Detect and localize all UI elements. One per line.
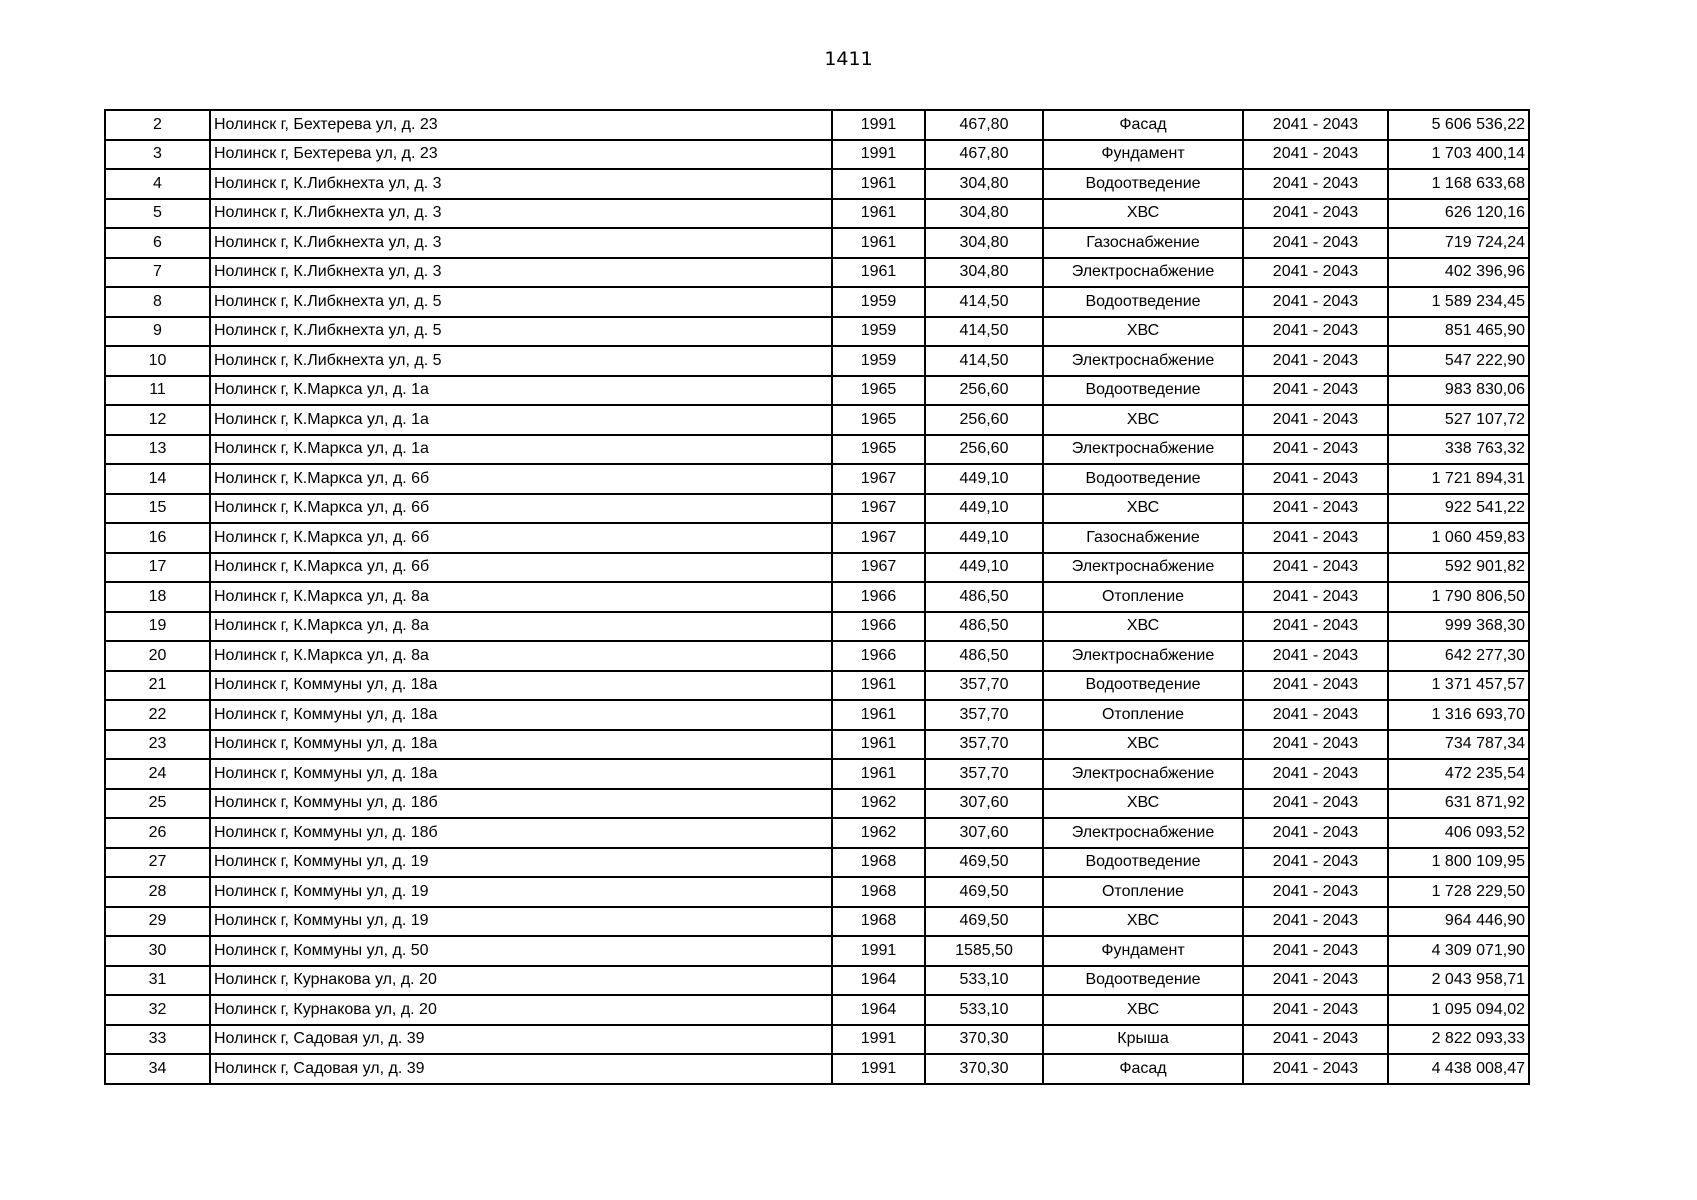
area-cell: 256,60 [925, 376, 1043, 406]
period-cell: 2041 - 2043 [1243, 346, 1388, 376]
work-type-cell: Фундамент [1043, 140, 1243, 170]
area-cell: 449,10 [925, 494, 1043, 524]
table-row [105, 317, 1529, 347]
period-cell: 2041 - 2043 [1243, 523, 1388, 553]
table-row [105, 523, 1529, 553]
area-cell: 486,50 [925, 641, 1043, 671]
year-cell: 1966 [832, 582, 925, 612]
address-cell: Нолинск г, К.Либкнехта ул, д. 3 [210, 258, 832, 288]
area-cell: 469,50 [925, 848, 1043, 878]
table-row [105, 494, 1529, 524]
year-cell: 1962 [832, 818, 925, 848]
area-cell: 486,50 [925, 612, 1043, 642]
area-cell: 467,80 [925, 140, 1043, 170]
cost-cell: 402 396,96 [1388, 258, 1529, 288]
work-type-cell: ХВС [1043, 199, 1243, 229]
table-row [105, 789, 1529, 819]
table-row [105, 759, 1529, 789]
period-cell: 2041 - 2043 [1243, 612, 1388, 642]
table-row [105, 936, 1529, 966]
row-number: 30 [105, 936, 210, 966]
table-row [105, 700, 1529, 730]
address-cell: Нолинск г, К.Маркса ул, д. 6б [210, 553, 832, 583]
cost-cell: 1 589 234,45 [1388, 287, 1529, 317]
row-number: 21 [105, 671, 210, 701]
row-number: 29 [105, 907, 210, 937]
cost-cell: 626 120,16 [1388, 199, 1529, 229]
address-cell: Нолинск г, Коммуны ул, д. 18а [210, 700, 832, 730]
row-number: 17 [105, 553, 210, 583]
period-cell: 2041 - 2043 [1243, 435, 1388, 465]
address-cell: Нолинск г, К.Маркса ул, д. 6б [210, 464, 832, 494]
row-number: 20 [105, 641, 210, 671]
cost-cell: 999 368,30 [1388, 612, 1529, 642]
cost-cell: 472 235,54 [1388, 759, 1529, 789]
cost-cell: 2 822 093,33 [1388, 1025, 1529, 1055]
row-number: 2 [105, 110, 210, 140]
work-type-cell: ХВС [1043, 907, 1243, 937]
table-row [105, 169, 1529, 199]
area-cell: 307,60 [925, 789, 1043, 819]
address-cell: Нолинск г, К.Маркса ул, д. 1а [210, 435, 832, 465]
area-cell: 256,60 [925, 405, 1043, 435]
row-number: 7 [105, 258, 210, 288]
period-cell: 2041 - 2043 [1243, 641, 1388, 671]
row-number: 18 [105, 582, 210, 612]
period-cell: 2041 - 2043 [1243, 582, 1388, 612]
address-cell: Нолинск г, К.Либкнехта ул, д. 3 [210, 228, 832, 258]
table-row [105, 730, 1529, 760]
year-cell: 1961 [832, 169, 925, 199]
period-cell: 2041 - 2043 [1243, 671, 1388, 701]
area-cell: 307,60 [925, 818, 1043, 848]
work-type-cell: Отопление [1043, 582, 1243, 612]
area-cell: 304,80 [925, 199, 1043, 229]
period-cell: 2041 - 2043 [1243, 553, 1388, 583]
cost-cell: 1 703 400,14 [1388, 140, 1529, 170]
period-cell: 2041 - 2043 [1243, 110, 1388, 140]
year-cell: 1959 [832, 317, 925, 347]
cost-cell: 1 060 459,83 [1388, 523, 1529, 553]
table-row [105, 966, 1529, 996]
cost-cell: 1 800 109,95 [1388, 848, 1529, 878]
area-cell: 469,50 [925, 907, 1043, 937]
work-type-cell: Электроснабжение [1043, 346, 1243, 376]
cost-cell: 1 728 229,50 [1388, 877, 1529, 907]
work-type-cell: Фундамент [1043, 936, 1243, 966]
cost-cell: 4 309 071,90 [1388, 936, 1529, 966]
cost-cell: 547 222,90 [1388, 346, 1529, 376]
address-cell: Нолинск г, Коммуны ул, д. 18б [210, 818, 832, 848]
year-cell: 1959 [832, 287, 925, 317]
cost-cell: 338 763,32 [1388, 435, 1529, 465]
year-cell: 1968 [832, 907, 925, 937]
row-number: 16 [105, 523, 210, 553]
year-cell: 1966 [832, 641, 925, 671]
area-cell: 304,80 [925, 258, 1043, 288]
work-type-cell: Электроснабжение [1043, 759, 1243, 789]
period-cell: 2041 - 2043 [1243, 936, 1388, 966]
period-cell: 2041 - 2043 [1243, 818, 1388, 848]
year-cell: 1961 [832, 258, 925, 288]
period-cell: 2041 - 2043 [1243, 1054, 1388, 1084]
work-type-cell: Водоотведение [1043, 848, 1243, 878]
year-cell: 1991 [832, 140, 925, 170]
period-cell: 2041 - 2043 [1243, 995, 1388, 1025]
address-cell: Нолинск г, Коммуны ул, д. 18а [210, 671, 832, 701]
address-cell: Нолинск г, Коммуны ул, д. 19 [210, 848, 832, 878]
year-cell: 1961 [832, 199, 925, 229]
work-type-cell: Водоотведение [1043, 464, 1243, 494]
row-number: 8 [105, 287, 210, 317]
year-cell: 1991 [832, 936, 925, 966]
area-cell: 486,50 [925, 582, 1043, 612]
table-row [105, 110, 1529, 140]
cost-cell: 1 316 693,70 [1388, 700, 1529, 730]
address-cell: Нолинск г, К.Маркса ул, д. 6б [210, 523, 832, 553]
area-cell: 449,10 [925, 553, 1043, 583]
work-type-cell: Водоотведение [1043, 287, 1243, 317]
table-row [105, 877, 1529, 907]
address-cell: Нолинск г, Коммуны ул, д. 18а [210, 759, 832, 789]
period-cell: 2041 - 2043 [1243, 759, 1388, 789]
cost-cell: 964 446,90 [1388, 907, 1529, 937]
area-cell: 449,10 [925, 523, 1043, 553]
work-type-cell: ХВС [1043, 995, 1243, 1025]
year-cell: 1968 [832, 877, 925, 907]
year-cell: 1962 [832, 789, 925, 819]
work-type-cell: Электроснабжение [1043, 435, 1243, 465]
address-cell: Нолинск г, Курнакова ул, д. 20 [210, 995, 832, 1025]
cost-cell: 2 043 958,71 [1388, 966, 1529, 996]
work-type-cell: ХВС [1043, 789, 1243, 819]
address-cell: Нолинск г, Коммуны ул, д. 19 [210, 877, 832, 907]
address-cell: Нолинск г, К.Маркса ул, д. 8а [210, 582, 832, 612]
row-number: 32 [105, 995, 210, 1025]
row-number: 6 [105, 228, 210, 258]
year-cell: 1967 [832, 494, 925, 524]
address-cell: Нолинск г, Коммуны ул, д. 18а [210, 730, 832, 760]
area-cell: 357,70 [925, 759, 1043, 789]
row-number: 12 [105, 405, 210, 435]
cost-cell: 4 438 008,47 [1388, 1054, 1529, 1084]
area-cell: 357,70 [925, 700, 1043, 730]
address-cell: Нолинск г, К.Либкнехта ул, д. 5 [210, 317, 832, 347]
period-cell: 2041 - 2043 [1243, 789, 1388, 819]
cost-cell: 851 465,90 [1388, 317, 1529, 347]
area-cell: 449,10 [925, 464, 1043, 494]
table-row [105, 1054, 1529, 1084]
year-cell: 1964 [832, 966, 925, 996]
cost-cell: 1 095 094,02 [1388, 995, 1529, 1025]
cost-cell: 719 724,24 [1388, 228, 1529, 258]
cost-cell: 406 093,52 [1388, 818, 1529, 848]
table-body [105, 110, 1529, 1084]
period-cell: 2041 - 2043 [1243, 199, 1388, 229]
address-cell: Нолинск г, Коммуны ул, д. 18б [210, 789, 832, 819]
work-type-cell: Электроснабжение [1043, 553, 1243, 583]
address-cell: Нолинск г, Курнакова ул, д. 20 [210, 966, 832, 996]
row-number: 9 [105, 317, 210, 347]
address-cell: Нолинск г, К.Либкнехта ул, д. 5 [210, 287, 832, 317]
row-number: 31 [105, 966, 210, 996]
work-type-cell: ХВС [1043, 494, 1243, 524]
address-cell: Нолинск г, К.Маркса ул, д. 6б [210, 494, 832, 524]
cost-cell: 527 107,72 [1388, 405, 1529, 435]
cost-cell: 1 371 457,57 [1388, 671, 1529, 701]
year-cell: 1961 [832, 700, 925, 730]
row-number: 19 [105, 612, 210, 642]
row-number: 33 [105, 1025, 210, 1055]
period-cell: 2041 - 2043 [1243, 966, 1388, 996]
year-cell: 1961 [832, 759, 925, 789]
period-cell: 2041 - 2043 [1243, 317, 1388, 347]
work-type-cell: Газоснабжение [1043, 523, 1243, 553]
cost-cell: 1 721 894,31 [1388, 464, 1529, 494]
address-cell: Нолинск г, К.Маркса ул, д. 1а [210, 405, 832, 435]
year-cell: 1961 [832, 671, 925, 701]
area-cell: 533,10 [925, 995, 1043, 1025]
period-cell: 2041 - 2043 [1243, 494, 1388, 524]
work-type-cell: Отопление [1043, 700, 1243, 730]
period-cell: 2041 - 2043 [1243, 700, 1388, 730]
year-cell: 1991 [832, 110, 925, 140]
year-cell: 1961 [832, 228, 925, 258]
area-cell: 370,30 [925, 1054, 1043, 1084]
period-cell: 2041 - 2043 [1243, 848, 1388, 878]
row-number: 34 [105, 1054, 210, 1084]
cost-cell: 631 871,92 [1388, 789, 1529, 819]
address-cell: Нолинск г, К.Маркса ул, д. 8а [210, 641, 832, 671]
address-cell: Нолинск г, К.Либкнехта ул, д. 3 [210, 199, 832, 229]
page-number: 1411 [824, 48, 873, 70]
period-cell: 2041 - 2043 [1243, 1025, 1388, 1055]
row-number: 10 [105, 346, 210, 376]
period-cell: 2041 - 2043 [1243, 169, 1388, 199]
table-row [105, 612, 1529, 642]
table-row [105, 848, 1529, 878]
work-type-cell: Фасад [1043, 1054, 1243, 1084]
area-cell: 467,80 [925, 110, 1043, 140]
period-cell: 2041 - 2043 [1243, 376, 1388, 406]
period-cell: 2041 - 2043 [1243, 730, 1388, 760]
work-type-cell: Электроснабжение [1043, 818, 1243, 848]
cost-cell: 642 277,30 [1388, 641, 1529, 671]
address-cell: Нолинск г, К.Либкнехта ул, д. 5 [210, 346, 832, 376]
table-row [105, 641, 1529, 671]
period-cell: 2041 - 2043 [1243, 464, 1388, 494]
table-row [105, 346, 1529, 376]
address-cell: Нолинск г, Бехтерева ул, д. 23 [210, 140, 832, 170]
address-cell: Нолинск г, К.Маркса ул, д. 1а [210, 376, 832, 406]
work-type-cell: ХВС [1043, 317, 1243, 347]
cost-cell: 734 787,34 [1388, 730, 1529, 760]
work-type-cell: Крыша [1043, 1025, 1243, 1055]
table-row [105, 671, 1529, 701]
cost-cell: 1 790 806,50 [1388, 582, 1529, 612]
repair-schedule-table [104, 109, 1530, 1085]
table-row [105, 140, 1529, 170]
row-number: 5 [105, 199, 210, 229]
year-cell: 1964 [832, 995, 925, 1025]
year-cell: 1991 [832, 1054, 925, 1084]
period-cell: 2041 - 2043 [1243, 228, 1388, 258]
area-cell: 304,80 [925, 169, 1043, 199]
address-cell: Нолинск г, К.Маркса ул, д. 8а [210, 612, 832, 642]
table-row [105, 582, 1529, 612]
period-cell: 2041 - 2043 [1243, 877, 1388, 907]
area-cell: 256,60 [925, 435, 1043, 465]
period-cell: 2041 - 2043 [1243, 140, 1388, 170]
row-number: 22 [105, 700, 210, 730]
row-number: 15 [105, 494, 210, 524]
table-row [105, 1025, 1529, 1055]
table-row [105, 228, 1529, 258]
year-cell: 1968 [832, 848, 925, 878]
row-number: 14 [105, 464, 210, 494]
work-type-cell: Водоотведение [1043, 376, 1243, 406]
area-cell: 533,10 [925, 966, 1043, 996]
cost-cell: 592 901,82 [1388, 553, 1529, 583]
year-cell: 1967 [832, 553, 925, 583]
area-cell: 357,70 [925, 671, 1043, 701]
address-cell: Нолинск г, Коммуны ул, д. 19 [210, 907, 832, 937]
row-number: 27 [105, 848, 210, 878]
row-number: 11 [105, 376, 210, 406]
year-cell: 1991 [832, 1025, 925, 1055]
period-cell: 2041 - 2043 [1243, 405, 1388, 435]
table-row [105, 464, 1529, 494]
row-number: 28 [105, 877, 210, 907]
table-row [105, 199, 1529, 229]
year-cell: 1966 [832, 612, 925, 642]
work-type-cell: ХВС [1043, 730, 1243, 760]
work-type-cell: Водоотведение [1043, 966, 1243, 996]
address-cell: Нолинск г, К.Либкнехта ул, д. 3 [210, 169, 832, 199]
table-row [105, 258, 1529, 288]
table-row [105, 376, 1529, 406]
row-number: 13 [105, 435, 210, 465]
cost-cell: 922 541,22 [1388, 494, 1529, 524]
table-row [105, 553, 1529, 583]
address-cell: Нолинск г, Коммуны ул, д. 50 [210, 936, 832, 966]
table-row [105, 995, 1529, 1025]
work-type-cell: ХВС [1043, 612, 1243, 642]
table-row [105, 405, 1529, 435]
work-type-cell: Водоотведение [1043, 169, 1243, 199]
area-cell: 370,30 [925, 1025, 1043, 1055]
area-cell: 414,50 [925, 346, 1043, 376]
work-type-cell: Фасад [1043, 110, 1243, 140]
year-cell: 1965 [832, 376, 925, 406]
year-cell: 1967 [832, 464, 925, 494]
area-cell: 469,50 [925, 877, 1043, 907]
table-row [105, 818, 1529, 848]
year-cell: 1959 [832, 346, 925, 376]
area-cell: 1585,50 [925, 936, 1043, 966]
year-cell: 1967 [832, 523, 925, 553]
area-cell: 357,70 [925, 730, 1043, 760]
row-number: 4 [105, 169, 210, 199]
table-row [105, 907, 1529, 937]
cost-cell: 5 606 536,22 [1388, 110, 1529, 140]
address-cell: Нолинск г, Садовая ул, д. 39 [210, 1025, 832, 1055]
period-cell: 2041 - 2043 [1243, 258, 1388, 288]
row-number: 23 [105, 730, 210, 760]
address-cell: Нолинск г, Садовая ул, д. 39 [210, 1054, 832, 1084]
row-number: 24 [105, 759, 210, 789]
period-cell: 2041 - 2043 [1243, 907, 1388, 937]
work-type-cell: Отопление [1043, 877, 1243, 907]
area-cell: 414,50 [925, 317, 1043, 347]
year-cell: 1965 [832, 435, 925, 465]
area-cell: 304,80 [925, 228, 1043, 258]
table-row [105, 287, 1529, 317]
cost-cell: 1 168 633,68 [1388, 169, 1529, 199]
work-type-cell: ХВС [1043, 405, 1243, 435]
work-type-cell: Электроснабжение [1043, 258, 1243, 288]
work-type-cell: Газоснабжение [1043, 228, 1243, 258]
row-number: 25 [105, 789, 210, 819]
row-number: 26 [105, 818, 210, 848]
area-cell: 414,50 [925, 287, 1043, 317]
year-cell: 1965 [832, 405, 925, 435]
table-row [105, 435, 1529, 465]
row-number: 3 [105, 140, 210, 170]
cost-cell: 983 830,06 [1388, 376, 1529, 406]
period-cell: 2041 - 2043 [1243, 287, 1388, 317]
year-cell: 1961 [832, 730, 925, 760]
work-type-cell: Электроснабжение [1043, 641, 1243, 671]
work-type-cell: Водоотведение [1043, 671, 1243, 701]
address-cell: Нолинск г, Бехтерева ул, д. 23 [210, 110, 832, 140]
